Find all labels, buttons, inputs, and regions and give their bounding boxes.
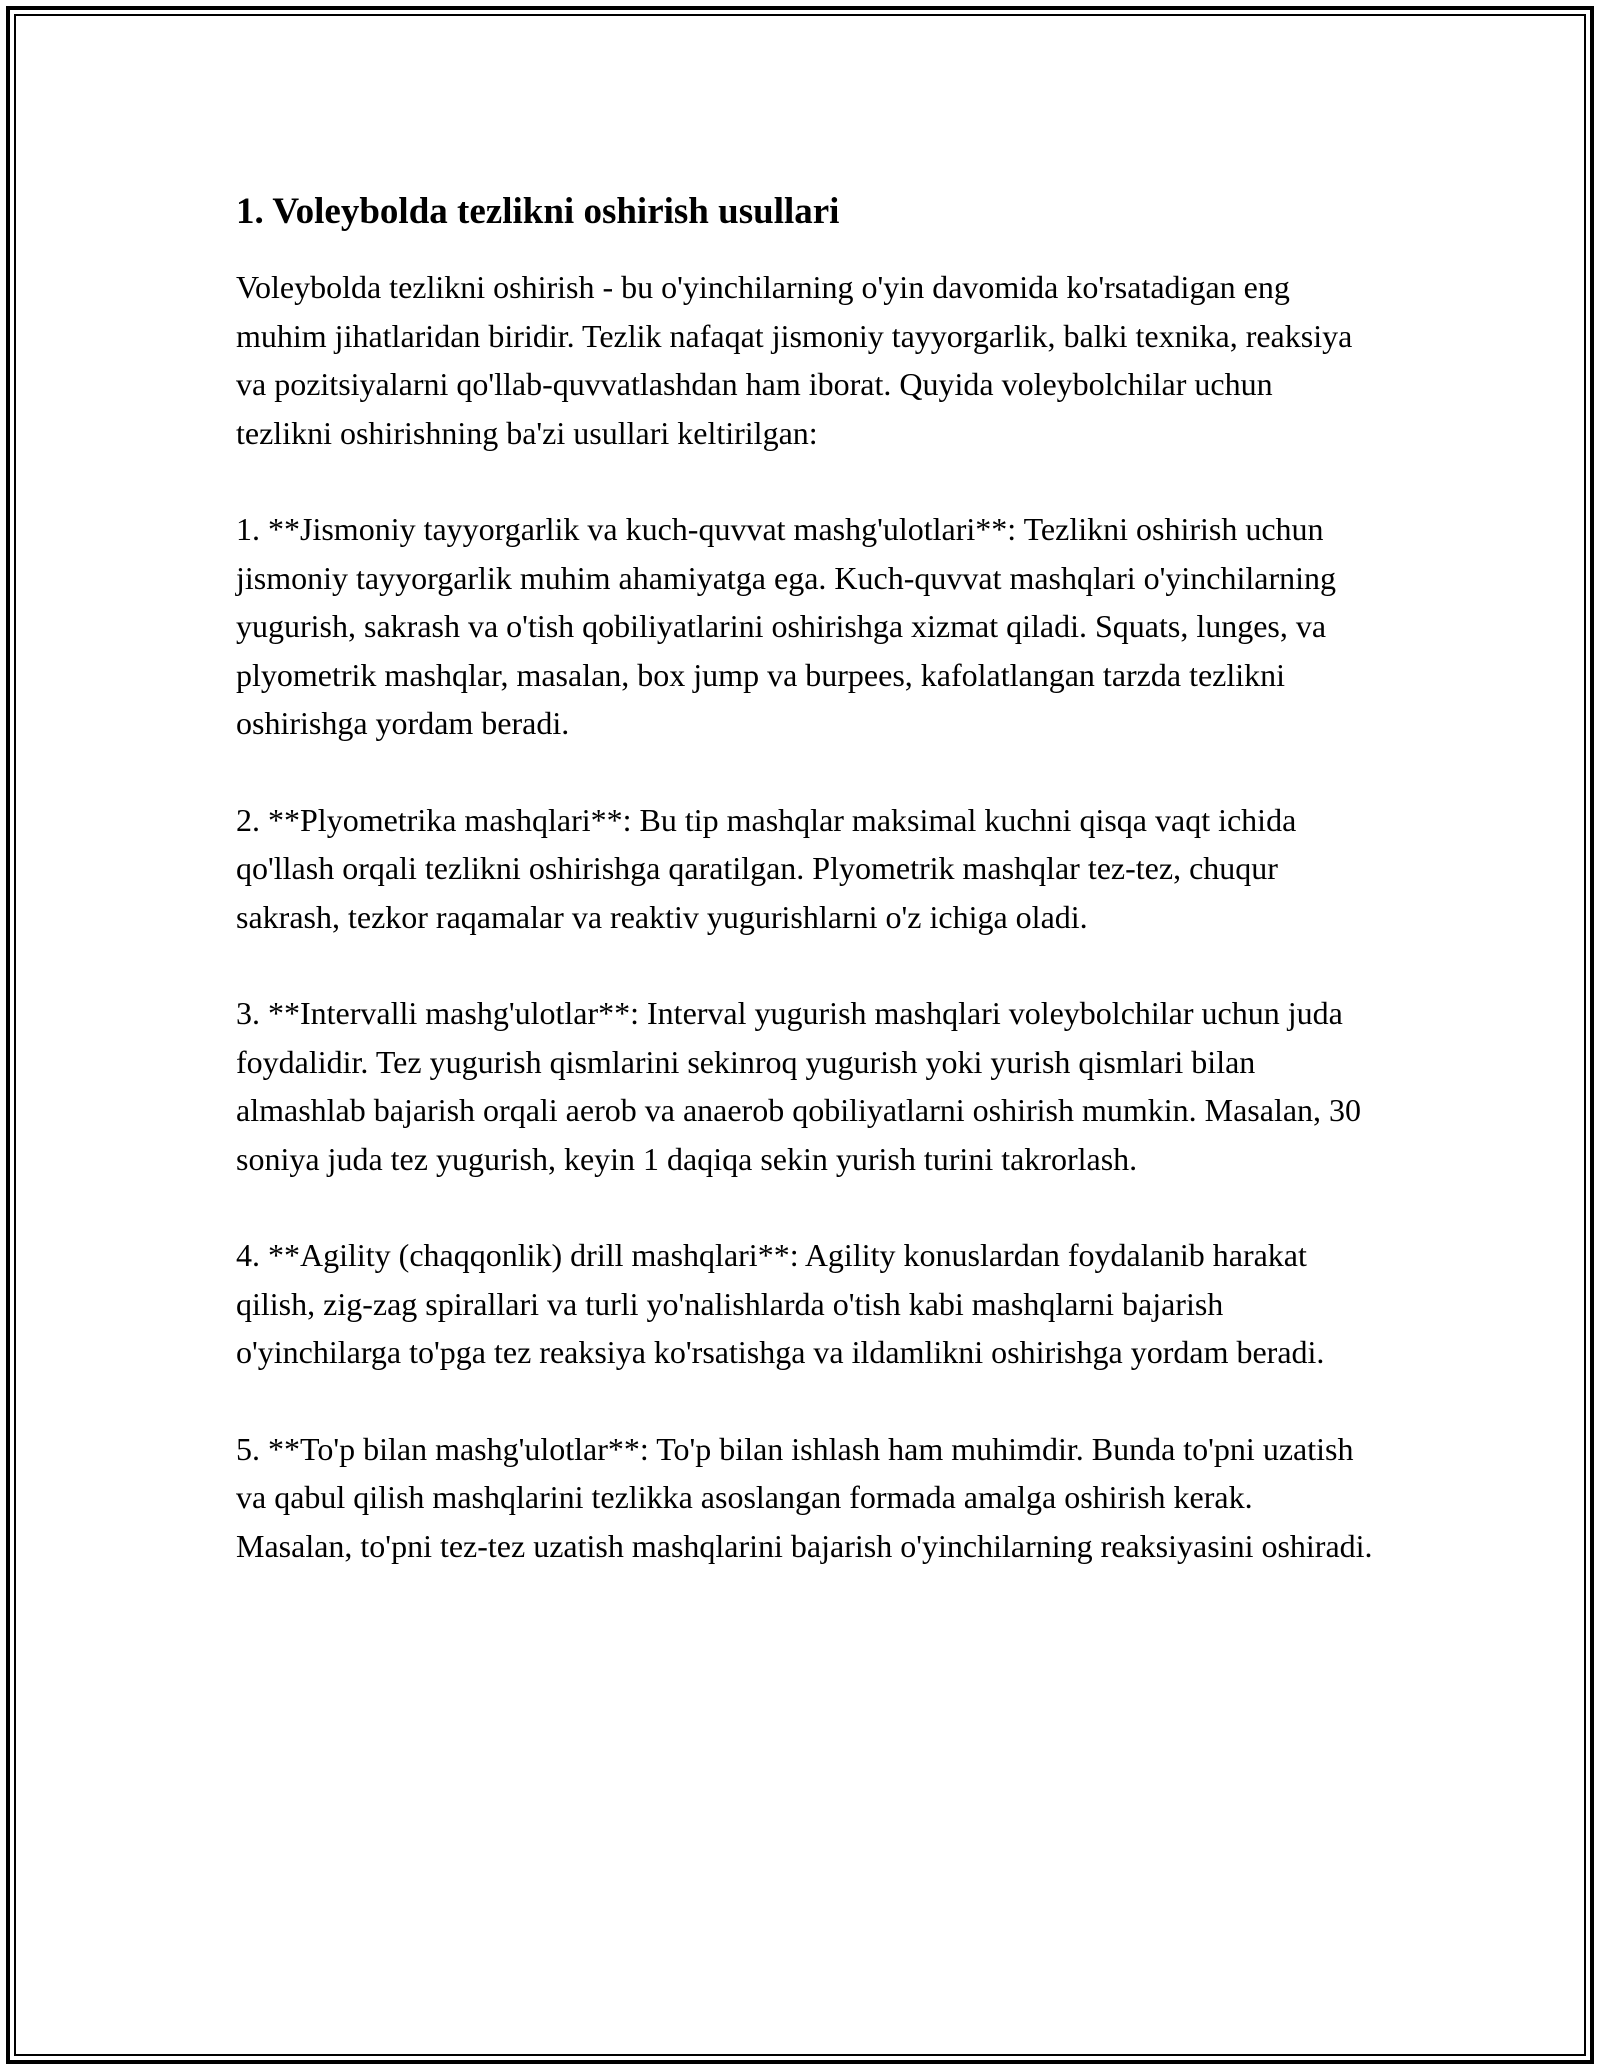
- list-item-2: 2. **Plyometrika mashqlari**: Bu tip mashqlar maksimal kuchni qisqa vaqt ichida qo'llash orqali tezlikni oshirishga qaratilgan. Plyometrik mashqlar tez-tez, chuqur sakrash, tezkor raqamalar va reaktiv yugurishlarni o'z ichiga oladi.: [236, 801, 1297, 935]
- list-item-4: 4. **Agility (chaqqonlik) drill mashqlari**: Agility konuslardan foydalanib harakat qilish, zig-zag spirallari va turli yo'nalishlarda o'tish kabi mashqlarni bajarish o'yinchilarga to'pga tez reaksiya ko'rsatishga va ildamlikni oshirishga yordam beradi.: [236, 1237, 1325, 1370]
- intro-paragraph: Voleybolda tezlikni oshirish - bu o'yinchilarning o'yin davomida ko'rsatadigan eng muhim jihatlaridan biridir. Tezlik nafaqat jismoniy tayyorgarlik, balki texnika, reaksiya va pozitsiyalarni qo'llab-quvvatlashdan ham iborat. Quyida voleybolchilar uchun tezlikni oshirishning ba'zi usullari keltirilgan:: [236, 269, 1353, 451]
- list-item-3: 3. **Intervalli mashg'ulotlar**: Interval yugurish mashqlari voleybolchilar uchun juda foydalidir. Tez yugurish qismlarini sekinroq yugurish yoki yurish qismlari bilan almashlab bajarish orqali aerob va anaerob qobiliyatlarni oshirish mumkin. Masalan, 30 soniya juda tez yugurish, keyin 1 daqiqa sekin yurish turini takrorlash.: [236, 995, 1362, 1177]
- list-item-5: 5. **To'p bilan mashg'ulotlar**: To'p bilan ishlash ham muhimdir. Bunda to'pni uzatish va qabul qilish mashqlarini tezlikka asoslangan formada amalga oshirish kerak. Masalan, to'pni tez-tez uzatish mashqlarini bajarish o'yinchilarning reaksiyasini oshiradi.: [236, 1430, 1373, 1564]
- document-body: [236, 188, 1376, 1618]
- document-title: 1. Voleybolda tezlikni oshirish usullari: [236, 191, 840, 232]
- list-item-1: 1. **Jismoniy tayyorgarlik va kuch-quvvat mashg'ulotlari**: Tezlikni oshirish uchun jismoniy tayyorgarlik muhim ahamiyatga ega. Kuch-quvvat mashqlari o'yinchilarning yugurish, sakrash va o'tish qobiliyatlarini oshirishga xizmat qiladi. Squats, lunges, va plyometrik mashqlar, masalan, box jump va burpees, kafolatlangan tarzda tezlikni oshirishga yordam beradi.: [236, 511, 1337, 741]
